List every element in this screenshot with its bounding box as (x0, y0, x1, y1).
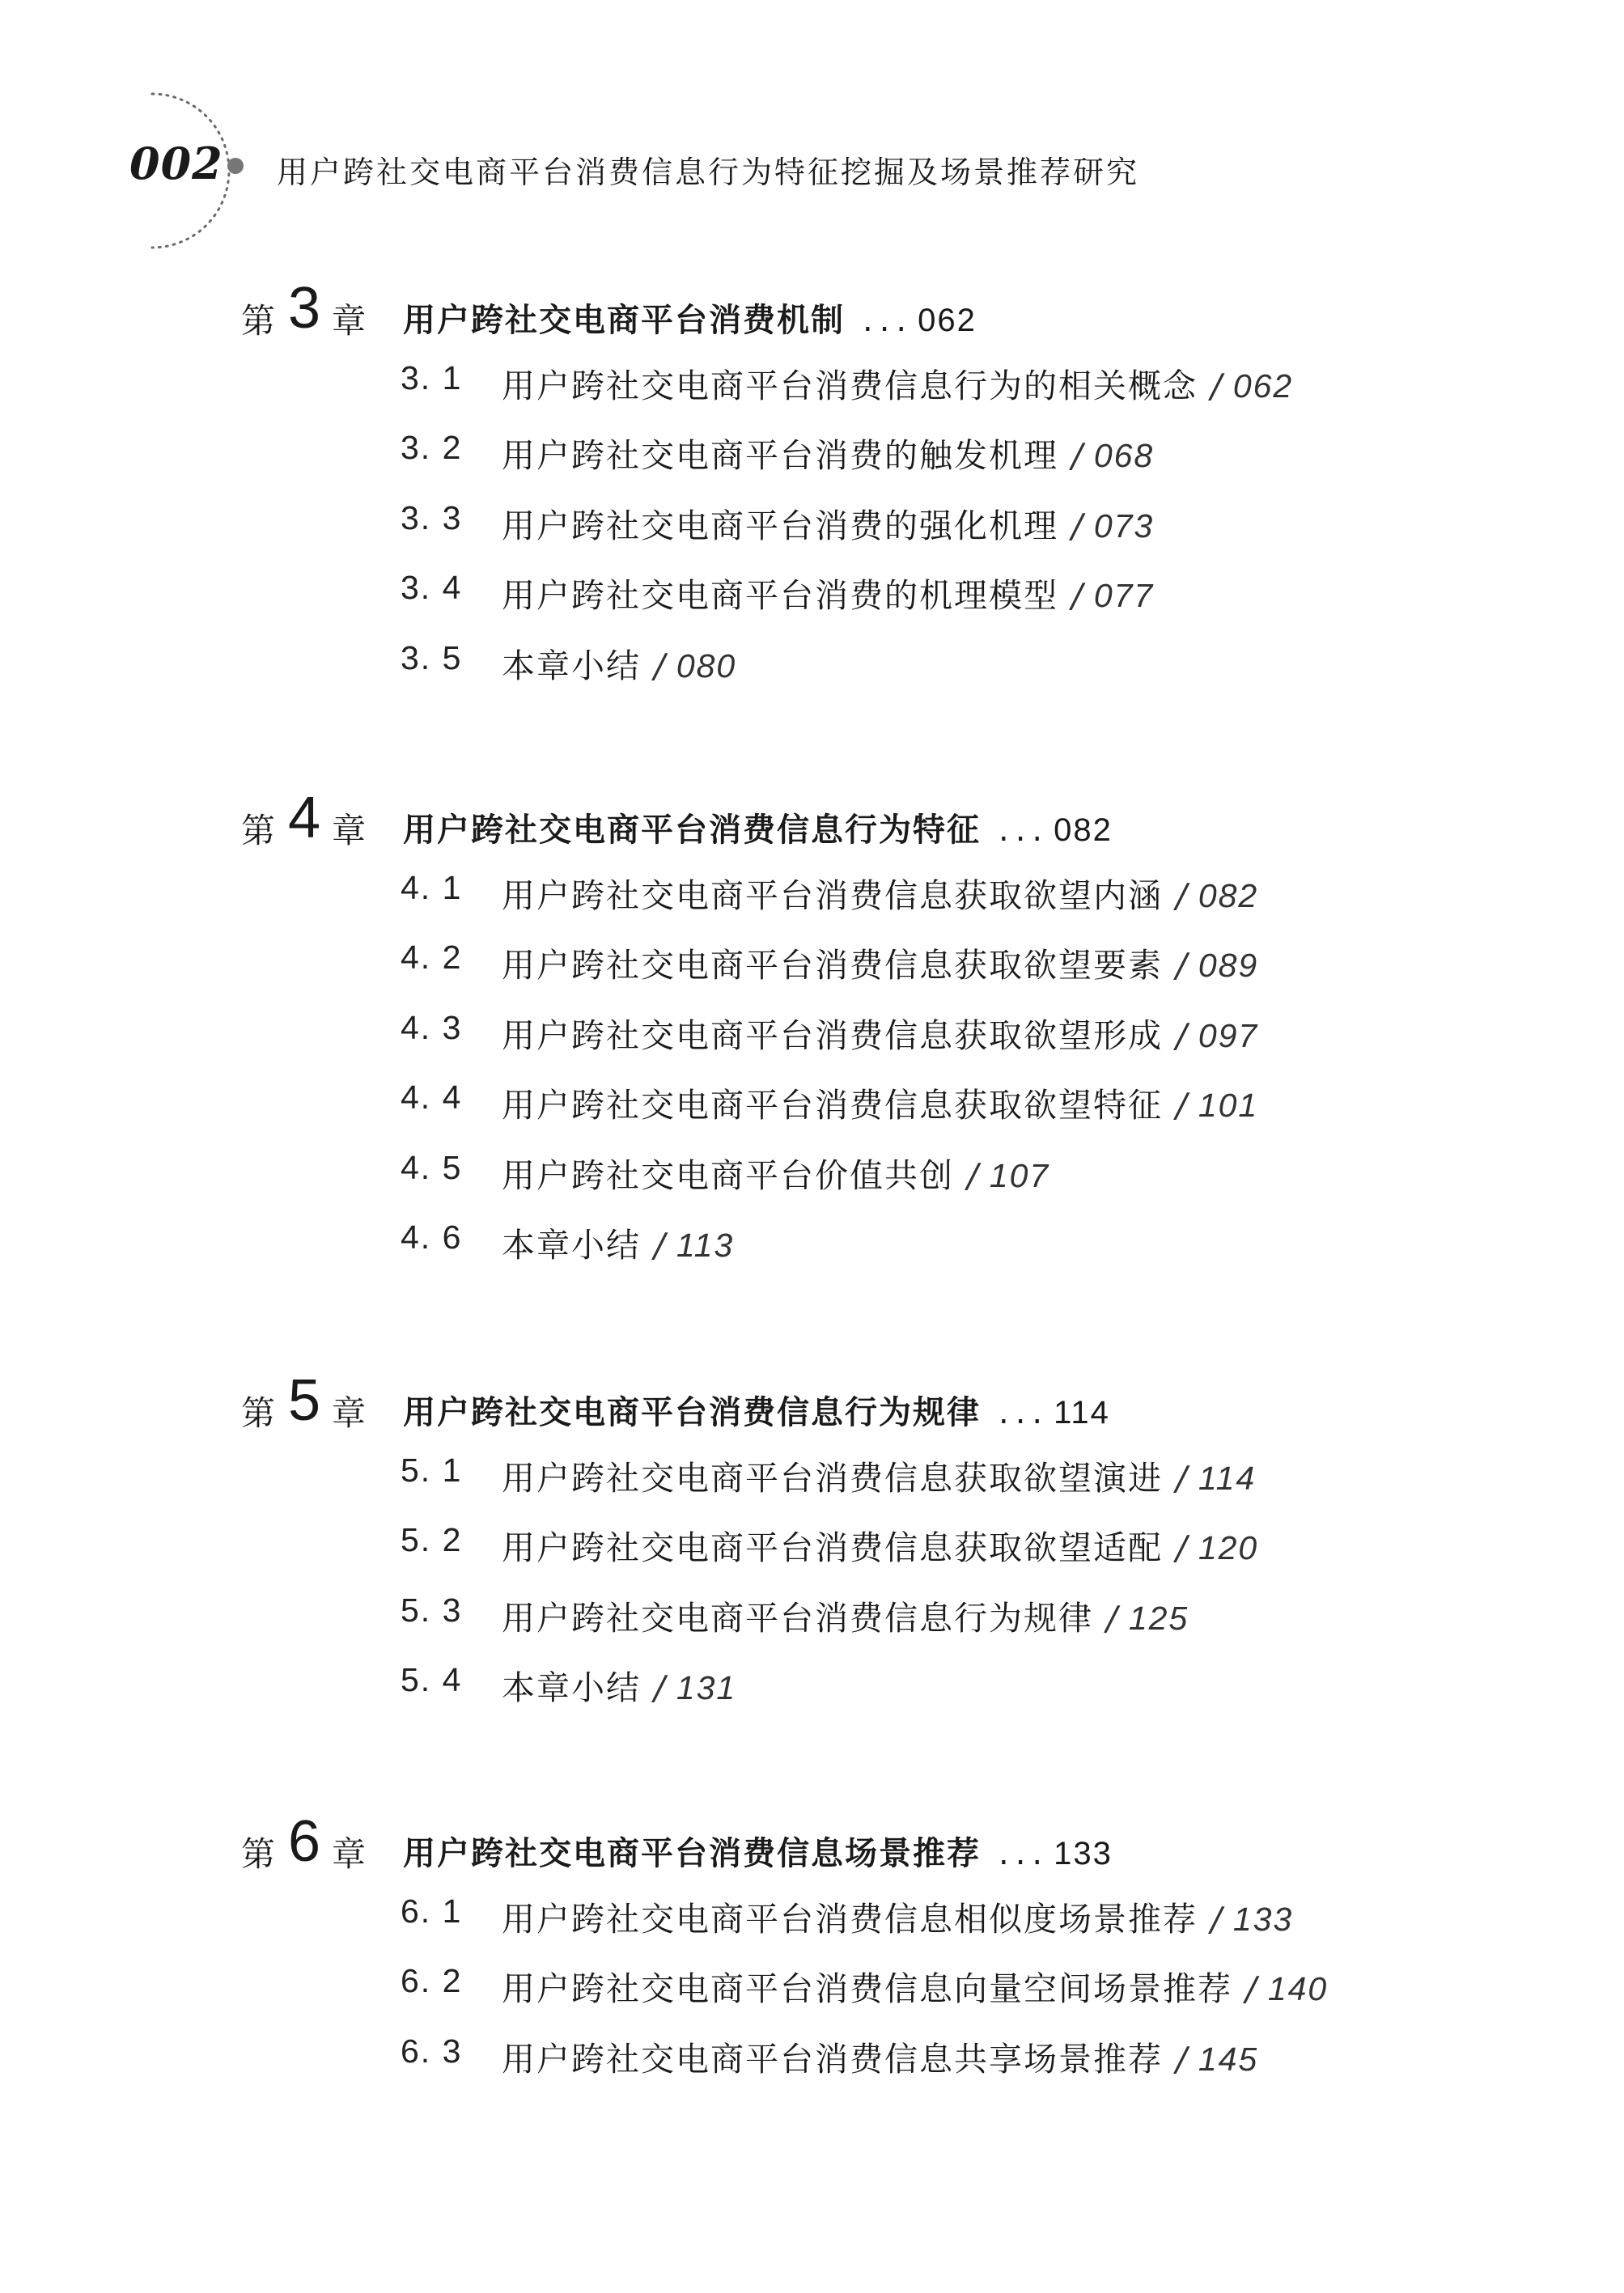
section-title: 用户跨社交电商平台消费信息相似度场景推荐 (502, 1900, 1198, 1939)
running-header (121, 81, 1416, 259)
page-separator: / (1176, 1459, 1189, 1498)
section-title-line (502, 1592, 1189, 1639)
toc-section[interactable] (241, 994, 1455, 1064)
chapter-suffix: 章 (332, 1834, 367, 1874)
toc-section[interactable] (241, 1577, 1455, 1647)
section-list (241, 1437, 1455, 1717)
chapter-leader: ... (999, 812, 1049, 849)
toc-section[interactable] (241, 1878, 1455, 1948)
chapter-title-line (403, 804, 1113, 850)
chapter-title: 用户跨社交电商平台消费信息行为特征 (403, 812, 981, 849)
chapter-number: 4 (288, 786, 321, 850)
page-separator: / (1176, 1015, 1189, 1055)
toc-section[interactable] (241, 1647, 1455, 1716)
section-title: 用户跨社交电商平台消费的机理模型 (502, 576, 1058, 616)
chapter-prefix: 第 (241, 301, 276, 341)
toc-section[interactable] (241, 1437, 1455, 1507)
section-number: 3. 4 (401, 569, 463, 607)
section-title-line (502, 1892, 1293, 1940)
page-separator: / (1071, 506, 1084, 545)
toc-section[interactable] (241, 2018, 1455, 2087)
page-number: 002 (129, 138, 223, 189)
chapter-title: 用户跨社交电商平台消费信息场景推荐 (403, 1835, 981, 1872)
section-list (241, 1878, 1455, 2087)
chapter-leader: ... (999, 1835, 1049, 1872)
section-number: 4. 3 (401, 1008, 463, 1046)
section-page: 145 (1198, 2040, 1259, 2078)
section-page: 113 (676, 1226, 735, 1264)
page-separator: / (1245, 1969, 1258, 2009)
section-title: 用户跨社交电商平台消费的强化机理 (502, 506, 1058, 545)
toc-chapter-6 (241, 1805, 1455, 2087)
section-title: 用户跨社交电商平台消费的触发机理 (502, 436, 1058, 476)
section-title: 本章小结 (502, 1225, 641, 1265)
page-separator: / (1176, 946, 1189, 985)
toc-section[interactable] (241, 1064, 1455, 1134)
page-separator: / (1106, 1598, 1119, 1638)
chapter-page: 133 (1054, 1836, 1113, 1871)
section-page: 082 (1198, 877, 1259, 914)
section-number: 6. 3 (401, 2032, 463, 2070)
toc-section[interactable] (241, 854, 1455, 924)
section-title-line (502, 499, 1154, 547)
page-separator: / (1211, 1900, 1223, 1939)
section-page: 080 (676, 646, 737, 685)
chapter-page: 082 (1054, 812, 1113, 848)
section-title: 本章小结 (502, 1668, 641, 1708)
chapter-page: 062 (918, 303, 977, 338)
section-title-line (502, 1009, 1258, 1057)
section-title-line (502, 1149, 1049, 1197)
section-number: 5. 2 (401, 1521, 463, 1559)
toc-section[interactable] (241, 1204, 1455, 1274)
section-page: 068 (1093, 437, 1155, 475)
section-title: 用户跨社交电商平台消费信息行为的相关概念 (502, 367, 1198, 405)
page-separator: / (654, 1668, 667, 1708)
section-page: 120 (1198, 1529, 1259, 1567)
section-number: 4. 1 (401, 869, 463, 906)
section-page: 077 (1093, 577, 1155, 615)
section-number: 6. 1 (401, 1892, 463, 1930)
section-number: 3. 2 (401, 429, 463, 467)
chapter-heading[interactable] (241, 1364, 1455, 1437)
toc-section[interactable] (241, 414, 1455, 484)
toc-section[interactable] (241, 1507, 1455, 1576)
chapter-suffix: 章 (332, 301, 367, 341)
chapter-number: 6 (288, 1809, 321, 1874)
page-separator: / (967, 1155, 980, 1195)
page-separator: / (1211, 367, 1223, 405)
section-number: 3. 5 (401, 638, 463, 676)
section-page: 089 (1198, 947, 1259, 985)
section-number: 3. 1 (401, 359, 463, 396)
section-title-line (502, 1521, 1258, 1569)
chapter-title-line (403, 1828, 1113, 1874)
section-title: 用户跨社交电商平台消费信息获取欲望内涵 (502, 876, 1163, 915)
chapter-leader: ... (863, 302, 914, 339)
page-separator: / (654, 646, 667, 685)
toc-section[interactable] (241, 554, 1455, 624)
section-title: 用户跨社交电商平台消费信息获取欲望形成 (502, 1015, 1163, 1055)
page-separator: / (1071, 576, 1084, 616)
toc-section[interactable] (241, 924, 1455, 994)
page-separator: / (1071, 436, 1084, 476)
section-title-line (502, 569, 1154, 617)
section-number: 5. 4 (401, 1661, 463, 1699)
book-title: 用户跨社交电商平台消费信息行为特征挖掘及场景推荐研究 (277, 155, 1140, 190)
chapter-prefix: 第 (241, 1393, 276, 1433)
page-separator: / (1176, 2039, 1189, 2079)
chapter-suffix: 章 (332, 811, 367, 850)
section-list (241, 854, 1455, 1274)
section-page: 133 (1232, 1901, 1294, 1938)
chapter-heading[interactable] (241, 782, 1455, 854)
chapter-title-line (403, 295, 977, 341)
toc-section[interactable] (241, 1134, 1455, 1204)
section-title: 本章小结 (502, 646, 641, 685)
section-number: 4. 4 (401, 1079, 463, 1117)
chapter-suffix: 章 (332, 1393, 367, 1433)
section-number: 3. 3 (401, 498, 463, 536)
section-number: 4. 5 (401, 1148, 463, 1186)
chapter-number: 5 (288, 1368, 321, 1433)
section-title-line (502, 359, 1293, 407)
section-title-line (502, 939, 1258, 986)
section-title: 用户跨社交电商平台价值共创 (502, 1155, 954, 1195)
section-page: 131 (676, 1669, 737, 1707)
toc-section[interactable] (241, 1948, 1455, 2017)
section-page: 140 (1267, 1970, 1329, 2008)
section-number: 4. 2 (401, 939, 463, 977)
section-title-line (502, 869, 1258, 917)
section-page: 097 (1198, 1016, 1259, 1054)
page-separator: / (1176, 1086, 1189, 1125)
toc-chapter-4 (241, 782, 1455, 1274)
page-separator: / (654, 1225, 667, 1265)
section-title-line (502, 1452, 1256, 1499)
section-title: 用户跨社交电商平台消费信息获取欲望要素 (502, 946, 1163, 985)
section-page: 125 (1128, 1599, 1189, 1637)
section-page: 114 (1198, 1460, 1257, 1497)
chapter-heading[interactable] (241, 272, 1455, 345)
section-page: 062 (1232, 367, 1294, 405)
section-title: 用户跨社交电商平台消费信息行为规律 (502, 1598, 1093, 1638)
section-list (241, 345, 1455, 694)
section-title-line (502, 1962, 1328, 2010)
section-title-line (502, 429, 1154, 477)
toc-section[interactable] (241, 345, 1455, 414)
chapter-number: 3 (288, 276, 321, 341)
section-title: 用户跨社交电商平台消费信息获取欲望演进 (502, 1459, 1163, 1498)
section-page: 107 (989, 1156, 1050, 1194)
section-number: 4. 6 (401, 1218, 463, 1256)
page-separator: / (1176, 1528, 1189, 1568)
page-separator: / (1176, 876, 1189, 915)
section-title: 用户跨社交电商平台消费信息获取欲望特征 (502, 1086, 1163, 1125)
toc-chapter-3 (241, 272, 1455, 694)
chapter-leader: ... (999, 1394, 1049, 1431)
chapter-title: 用户跨社交电商平台消费信息行为规律 (403, 1394, 981, 1431)
chapter-heading[interactable] (241, 1805, 1455, 1878)
toc-section[interactable] (241, 625, 1455, 694)
chapter-prefix: 第 (241, 1834, 276, 1874)
section-title: 用户跨社交电商平台消费信息向量空间场景推荐 (502, 1969, 1232, 2009)
toc-section[interactable] (241, 485, 1455, 554)
chapter-page: 114 (1054, 1395, 1110, 1430)
chapter-prefix: 第 (241, 811, 276, 850)
section-page: 073 (1093, 506, 1155, 545)
section-title-line (502, 2032, 1258, 2080)
section-title-line (502, 1219, 734, 1266)
section-title-line (502, 1079, 1258, 1126)
header-bullet-icon (227, 158, 244, 174)
section-number: 6. 2 (401, 1962, 463, 2000)
section-number: 5. 1 (401, 1452, 463, 1489)
section-title: 用户跨社交电商平台消费信息共享场景推荐 (502, 2039, 1163, 2079)
chapter-title-line (403, 1387, 1110, 1433)
section-number: 5. 3 (401, 1591, 463, 1629)
section-title-line (502, 1661, 736, 1709)
chapter-title: 用户跨社交电商平台消费机制 (403, 302, 845, 339)
toc-chapter-5 (241, 1364, 1455, 1717)
section-title: 用户跨社交电商平台消费信息获取欲望适配 (502, 1528, 1163, 1568)
section-page: 101 (1198, 1087, 1259, 1125)
section-title-line (502, 639, 736, 687)
